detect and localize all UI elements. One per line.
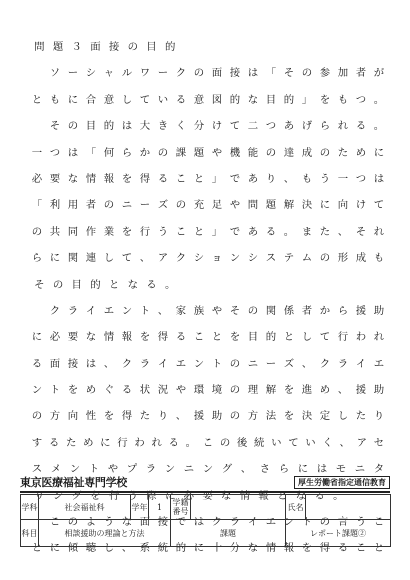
essay-line: の 方 向 性 を 得 た り 、 援 助 の 方 法 を 決 定 し た り: [31, 410, 385, 423]
essay-line: そ の 目 的 は 大 き く 分 け て 二 つ あ げ ら れ る 。: [49, 120, 385, 133]
subject-label: 科目: [21, 520, 39, 547]
essay-line: そ の 目 的 と な る 。: [34, 278, 176, 291]
school-name: 東京医療福祉専門学校: [20, 476, 127, 489]
essay-line: す る た め に 行 わ れ る 。 こ の 後 続 い て い く 、 ア セ: [31, 436, 385, 449]
essay-line: 問 題 ３ 面 接 の 目 的: [34, 41, 176, 53]
essay-line: 「 利 用 者 の ニ ー ズ の 充 足 や 問 題 解 決 に 向 け て: [31, 199, 385, 212]
topic-label: 課題: [171, 520, 286, 547]
essay-line: ス メ ン ト や プ ラ ン ニ ン グ 、 さ ら に は モ ニ タ: [31, 463, 385, 476]
essay-line: に 必 要 な 情 報 を 得 る こ と を 目 的 と し て 行 わ れ: [31, 331, 385, 344]
report-footer: [20, 474, 390, 547]
student-id-value[interactable]: [191, 495, 286, 520]
name-label: 氏名: [286, 495, 306, 520]
dept-value[interactable]: 社会福祉科: [39, 495, 131, 520]
essay-line: リ ン グ を 行 う 際 に 必 要 な 情 報 と な る 。: [34, 489, 344, 502]
topic-value[interactable]: レポート課題②: [286, 520, 391, 547]
subject-value[interactable]: 相談援助の理論と方法: [39, 520, 171, 547]
essay-line: る 面 接 は 、 ク ラ イ エ ン ト の ニ ー ズ 、 ク ラ イ エ: [31, 357, 385, 370]
year-value[interactable]: 1: [149, 495, 171, 520]
essay-line: こ の よ う な 面 接 で は ク ラ イ エ ン ト の 言 う こ: [49, 516, 385, 529]
essay-line: ク ラ イ エ ン ト 、 家 族 や そ の 関 係 者 か ら 援 助: [49, 304, 385, 317]
essay-line: ら に 関 連 し て 、 ア ク シ ョ ン シ ス テ ム の 形 成 も: [31, 252, 385, 265]
dept-label: 学科: [21, 495, 39, 520]
footer-header: [20, 474, 390, 493]
essay-line: と も に 合 意 し て い る 意 図 的 な 目 的 」 を も つ 。: [31, 93, 385, 106]
essay-line: 必 要 な 情 報 を 得 る こ と 」 で あ り 、 も う 一 つ は: [31, 172, 385, 185]
submission-form: [20, 494, 391, 547]
essay-line: ソ ー シ ャ ル ワ ー ク の 面 接 は 「 そ の 参 加 者 が: [49, 67, 385, 80]
name-value[interactable]: [306, 495, 391, 520]
essay-line: と に 傾 聴 し 、 系 統 的 に 十 分 な 情 報 を 得 る こ と: [31, 542, 385, 555]
year-label: 学年: [131, 495, 149, 520]
essay-line: ン ト を め ぐ る 状 況 や 環 境 の 理 解 を 進 め 、 援 助: [31, 384, 385, 397]
essay-line: 一 つ は 「 何 ら か の 課 題 や 機 能 の 達 成 の た め に: [31, 146, 385, 159]
accreditation-stamp: 厚生労働省指定通信教育: [294, 476, 390, 489]
essay-line: の 共 同 作 業 を 行 う こ と 」 で あ る 。 ま た 、 そ れ: [31, 225, 385, 238]
student-id-label: 学籍番号: [171, 495, 191, 520]
